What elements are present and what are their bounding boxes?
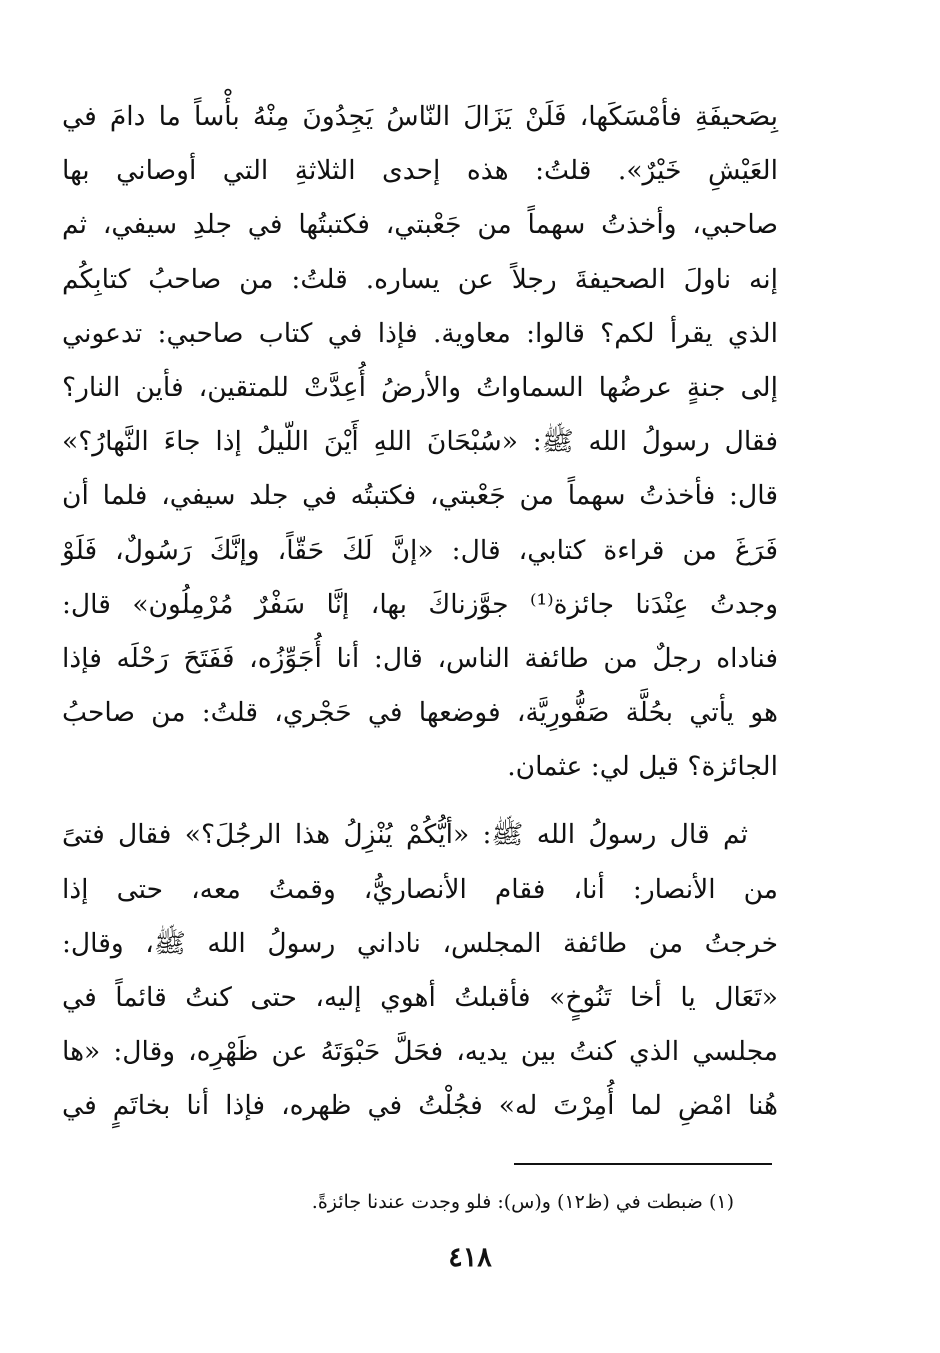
paragraph-2 (62, 808, 778, 1133)
text-line: قال: فأخذتُ سهماً من جَعْبتي، فكتبتُه في جلد سيفي، فلما أن (62, 480, 778, 512)
text-line: فَرَغَ من قراءة كتابي، قال: «إنَّ لَكَ حَقّاً، وإنَّكَ رَسُولٌ، فَلَوْ (62, 534, 778, 566)
text-line: فناداه رجلٌ من طائفة الناس، قال: أنا أُجَوِّزُه، فَفَتَحَ رَحْلَه فإذا (62, 642, 778, 674)
text-line: بِصَحيفَةِ فأمْسَكَها، فَلَنْ يَزَالَ النّاسُ يَجِدُونَ مِنْهُ بأْساً ما دامَ في (62, 101, 778, 132)
text-line: إنه ناولَ الصحيفةَ رجلاً عن يساره. قلتُ: من صاحبُ كتابِكُم (62, 263, 778, 295)
footnote-divider (514, 1163, 772, 1165)
text-line: «تَعَال يا أخا تَنُوخٍ» فأقبلتُ أهوي إليه، حتى كنتُ قائماً في (62, 982, 778, 1013)
text-line: وجدتُ عِنْدَنا جائزة⁽¹⁾ جوَّزناكَ بها، إنَّا سَفْرٌ مُرْمِلُون» قال: (62, 588, 778, 620)
text-line: مجلسي الذي كنتُ بين يديه، فحَلَّ حَبْوَتَهُ عن ظَهْرِه، وقال: «ها (62, 1036, 778, 1068)
text-line: فقال رسولُ الله ﷺ: «سُبْحَانَ اللهِ أَيْنَ اللّيلُ إذا جاءَ النَّهارُ؟» (62, 426, 778, 458)
text-line: ثم قال رسولُ الله ﷺ: «أيُّكُمْ يُنْزِلُ هذا الرجُلَ؟» فقال فتىً (62, 819, 748, 851)
page-number: ٤١٨ (448, 1242, 492, 1273)
text-line: من الأنصار: أنا، فقام الأنصاريُّ، وقمتُ معه، حتى إذا (62, 873, 778, 905)
text-line: العَيْشِ خَيْرٌ». قلتُ: هذه إحدى الثلاثةِ التي أوصاني بها (62, 155, 778, 187)
text-line: هو يأتي بحُلَّة صَفُّورِيَّة، فوضعها في حَجْري، قلتُ: من صاحبُ (62, 697, 778, 729)
text-line: خرجتُ من طائفة المجلس، ناداني رسولُ الله ﷺ، وقال: (62, 927, 778, 959)
text-line: صاحبي، وأخذتُ سهماً من جَعْبتي، فكتبتُها في جلدِ سيفي، ثم (62, 209, 778, 241)
text-line: الجائزة؟ قيل لي: عثمان. (507, 751, 778, 783)
footnote: (١) ضبطت في (ظ١٢) و(س): فلو وجدت عندنا جائزةً. (311, 1191, 734, 1213)
text-line: إلى جنةٍ عرضُها السماواتُ والأرضُ أُعِدَّتْ للمتقين، فأين النار؟ (62, 371, 778, 403)
text-line: هُنا امْضِ لما أُمِرْتَ له» فجُلْتُ في ظهره، فإذا أنا بخاتَمٍ في (62, 1090, 778, 1122)
paragraph-1 (62, 90, 778, 794)
text-line: الذي يقرأ لكم؟ قالوا: معاوية. فإذا في كتاب صاحبي: تدعوني (62, 317, 778, 349)
paragraph-gap (62, 794, 778, 808)
page-body (62, 90, 778, 1134)
